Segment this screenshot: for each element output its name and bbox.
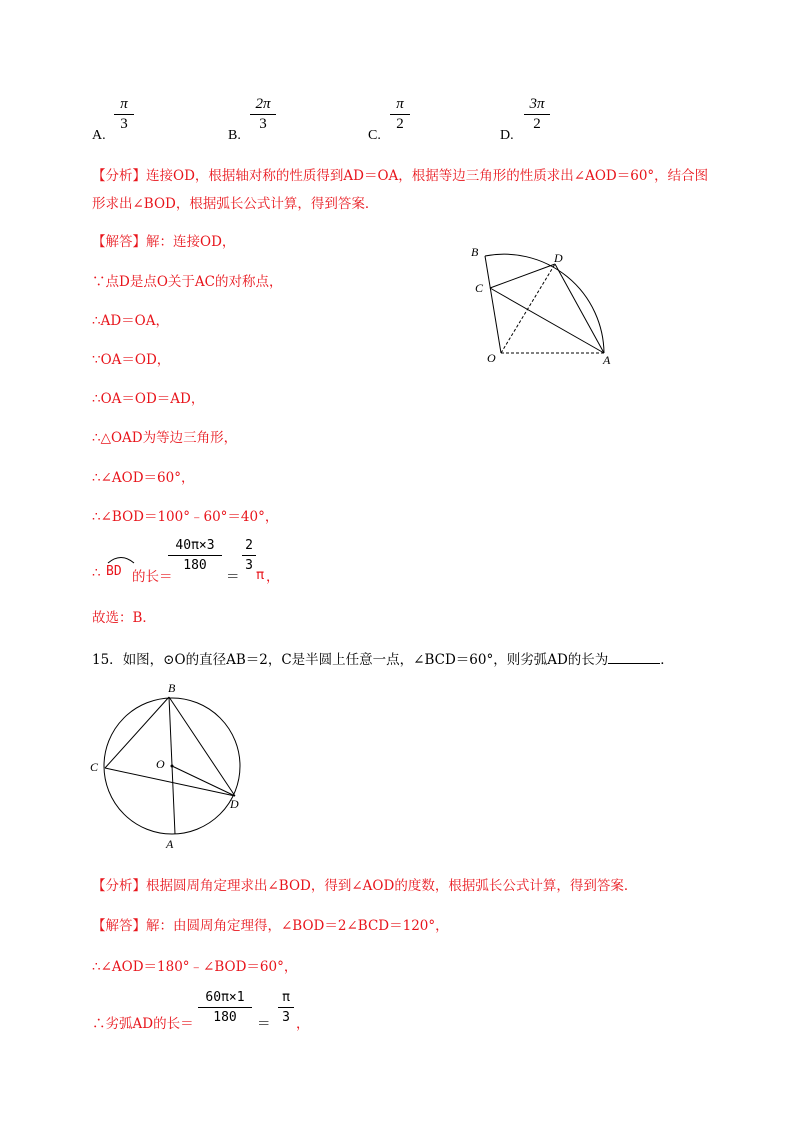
option-d-fraction: 3π 2 [524, 96, 550, 132]
answer-tag: 【解答】 [92, 234, 146, 250]
q15-question: 15．如图，⊙O的直径AB＝2，C是半圆上任意一点，∠BCD＝60°，则劣弧AD的长为 ． [92, 652, 674, 668]
final-result: π 3 [278, 990, 294, 1025]
question-number: 15． [92, 652, 123, 668]
q14-analysis-line2: 形求出∠BOD，根据弧长公式计算，得到答案． [92, 196, 379, 212]
arc-result: 2 3 [242, 538, 256, 573]
q15-figure [88, 676, 258, 852]
option-b-letter: B. [228, 128, 241, 143]
segment-od-dashed [501, 264, 555, 353]
arc-result-pi: π [256, 567, 265, 583]
solution-step: ∴AD＝OA， [92, 313, 169, 329]
final-equals: ＝ [257, 1016, 271, 1032]
q14-figure [465, 240, 625, 375]
final-tail: ， [296, 1016, 310, 1032]
label-a: A [166, 837, 174, 851]
solution-step: ∵OA＝OD， [92, 352, 171, 368]
solution-step: ∴∠AOD＝60°， [92, 470, 195, 486]
option-c-letter: C. [368, 128, 381, 143]
final-fraction: 60π×1 180 [198, 990, 252, 1025]
analysis-tag: 【分析】 [92, 878, 146, 894]
option-a-letter: A. [92, 128, 106, 143]
q15-analysis [92, 874, 637, 894]
solution-step: ∴∠BOD＝100°﹣60°＝40°， [92, 509, 279, 525]
solution-step: ∴△OAD为等边三角形， [92, 430, 238, 446]
analysis-text: 连接OD，根据轴对称的性质得到AD＝OA，根据等边三角形的性质求出∠AOD＝60°，结合图 [146, 168, 709, 184]
q14-analysis-line1 [92, 164, 708, 184]
option-b-fraction: 2π 3 [250, 96, 276, 132]
option-d-letter: D. [500, 128, 514, 143]
segment-da [555, 264, 604, 353]
arc-symbol-icon [106, 554, 136, 564]
final-prefix: ∴劣弧AD的长＝ [92, 1016, 194, 1032]
option-a-fraction: π 3 [114, 96, 134, 132]
solution-step: ∴OA＝OD＝AD， [92, 391, 205, 407]
solution-step: ∴∠AOD＝180°﹣∠BOD＝60°， [92, 959, 298, 975]
label-o: O [156, 757, 165, 771]
label-c: C [475, 281, 484, 295]
arc-fraction: 40π×3 180 [168, 538, 222, 573]
segment-cd [490, 264, 555, 288]
sector-arc [485, 254, 604, 353]
q14-choice: 故选：B． [92, 610, 156, 626]
solution-step: 解：连接OD， [146, 234, 236, 250]
arc-suffix: 的长＝ [132, 569, 173, 585]
arc-equals: ＝ [226, 569, 240, 585]
option-c-fraction: π 2 [390, 96, 410, 132]
answer-tag: 【解答】 [92, 918, 146, 934]
arc-name: BD [106, 558, 122, 573]
solution-step: ∵点D是点O关于AC的对称点， [92, 274, 283, 290]
label-o: O [487, 351, 496, 365]
q14-answer-line [92, 230, 235, 250]
segment-bd [169, 697, 235, 796]
label-b: B [168, 681, 176, 695]
analysis-text: 根据圆周角定理求出∠BOD，得到∠AOD的度数，根据弧长公式计算，得到答案． [146, 878, 638, 894]
label-c: C [90, 760, 99, 774]
analysis-tag: 【分析】 [92, 168, 146, 184]
solution-step: 解：由圆周角定理得，∠BOD＝2∠BCD＝120°， [146, 918, 449, 934]
arc-prefix: ∴ [92, 565, 101, 581]
answer-blank[interactable] [608, 651, 660, 664]
q15-answer-line [92, 914, 449, 934]
center-point [171, 765, 174, 768]
label-a: A [603, 353, 611, 367]
label-d: D [554, 251, 563, 265]
segment-ob [485, 256, 501, 353]
segment-cd [105, 768, 235, 796]
label-b: B [471, 245, 479, 259]
arc-tail: ， [266, 569, 280, 585]
label-d: D [230, 797, 239, 811]
question-text: 如图，⊙O的直径AB＝2，C是半圆上任意一点，∠BCD＝60°，则劣弧AD的长为 [122, 652, 609, 668]
